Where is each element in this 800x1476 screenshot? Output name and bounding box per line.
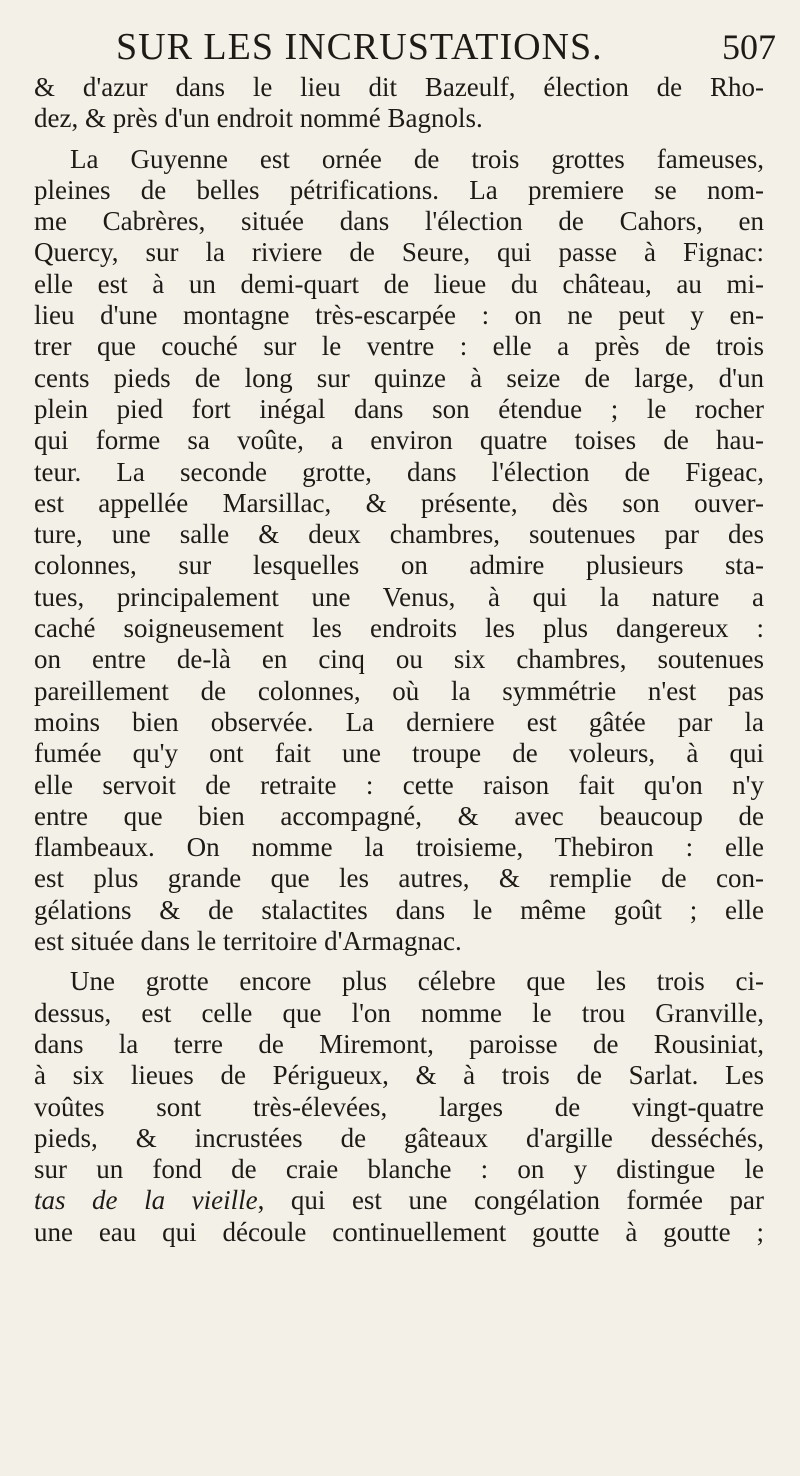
text-line: gélations & de stalactites dans le même goût ; elle <box>34 894 764 925</box>
page-header <box>36 22 776 72</box>
text-line: sur un fond de craie blanche : on y distingue le <box>34 1154 764 1185</box>
text-line: tues, principalement une Venus, à qui la nature a <box>34 581 764 612</box>
running-title: SUR LES INCRUSTATIONS. <box>116 26 603 68</box>
text-fragment: , qui est une congélation formée par <box>257 1185 764 1216</box>
text-line: à six lieues de Périgueux, & à trois de Sarlat. Les <box>34 1060 764 1091</box>
text-line: elle servoit de retraite : cette raison fait qu'on n'y <box>34 769 764 800</box>
text-line: trer que couché sur le ventre : elle a près de trois <box>34 331 764 362</box>
text-line: moins bien observée. La derniere est gâtée par la <box>34 706 764 737</box>
text-line: Une grotte encore plus célebre que les trois ci- <box>70 966 764 997</box>
text-line: me Cabrères, située dans l'élection de Cahors, en <box>34 206 764 237</box>
page-number: 507 <box>722 27 776 67</box>
text-line: une eau qui découle continuellement goutte à goutte ; <box>34 1216 764 1247</box>
text-line: colonnes, sur lesquelles on admire plusieurs sta- <box>34 550 764 581</box>
text-line: est plus grande que les autres, & remplie de con- <box>34 863 764 894</box>
text-line: Quercy, sur la riviere de Seure, qui passe à Fignac: <box>34 237 764 268</box>
text-line: lieu d'une montagne très-escarpée : on ne peut y en- <box>34 300 764 331</box>
text-line: voûtes sont très-élevées, larges de vingt-quatre <box>34 1091 764 1122</box>
text-line: ture, une salle & deux chambres, soutenues par des <box>34 519 764 550</box>
body-text <box>34 72 764 1248</box>
text-line: & d'azur dans le lieu dit Bazeulf, élection de Rho- <box>34 72 764 102</box>
text-line: est appellée Marsillac, & présente, dès son ouver- <box>34 487 764 518</box>
text-line: est située dans le territoire d'Armagnac. <box>34 926 462 957</box>
text-line: teur. La seconde grotte, dans l'élection de Figeac, <box>34 456 764 487</box>
text-line: caché soigneusement les endroits les plus dangereux : <box>34 613 764 644</box>
text-line: qui forme sa voûte, a environ quatre toises de hau- <box>34 425 764 456</box>
text-line: elle est à un demi-quart de lieue du château, au mi- <box>34 268 764 299</box>
text-line: plein pied fort inégal dans son étendue ; le rocher <box>34 393 764 424</box>
text-line: La Guyenne est ornée de trois grottes fameuses, <box>70 143 764 174</box>
text-line: on entre de-là en cinq ou six chambres, soutenues <box>34 644 764 675</box>
text-line: pareillement de colonnes, où la symmétrie n'est pas <box>34 675 764 706</box>
text-line: pieds, & incrustées de gâteaux d'argille desséchés, <box>34 1122 764 1153</box>
text-line: fumée qu'y ont fait une troupe de voleurs, à qui <box>34 738 764 769</box>
text-line: dessus, est celle que l'on nomme le trou Granville, <box>34 997 764 1028</box>
text-line: cents pieds de long sur quinze à seize de large, d'un <box>34 362 764 393</box>
text-line: pleines de belles pétrifications. La premiere se nom- <box>34 174 764 205</box>
text-line: dans la terre de Miremont, paroisse de Rousiniat, <box>34 1028 764 1059</box>
text-line: entre que bien accompagné, & avec beaucoup de <box>34 800 764 831</box>
text-line <box>34 1185 764 1216</box>
text-line: flambeaux. On nomme la troisieme, Thebiron : elle <box>34 832 764 863</box>
text-line: dez, & près d'un endroit nommé Bagnols. <box>34 103 483 134</box>
italic-phrase: tas de la vieille <box>34 1185 258 1216</box>
